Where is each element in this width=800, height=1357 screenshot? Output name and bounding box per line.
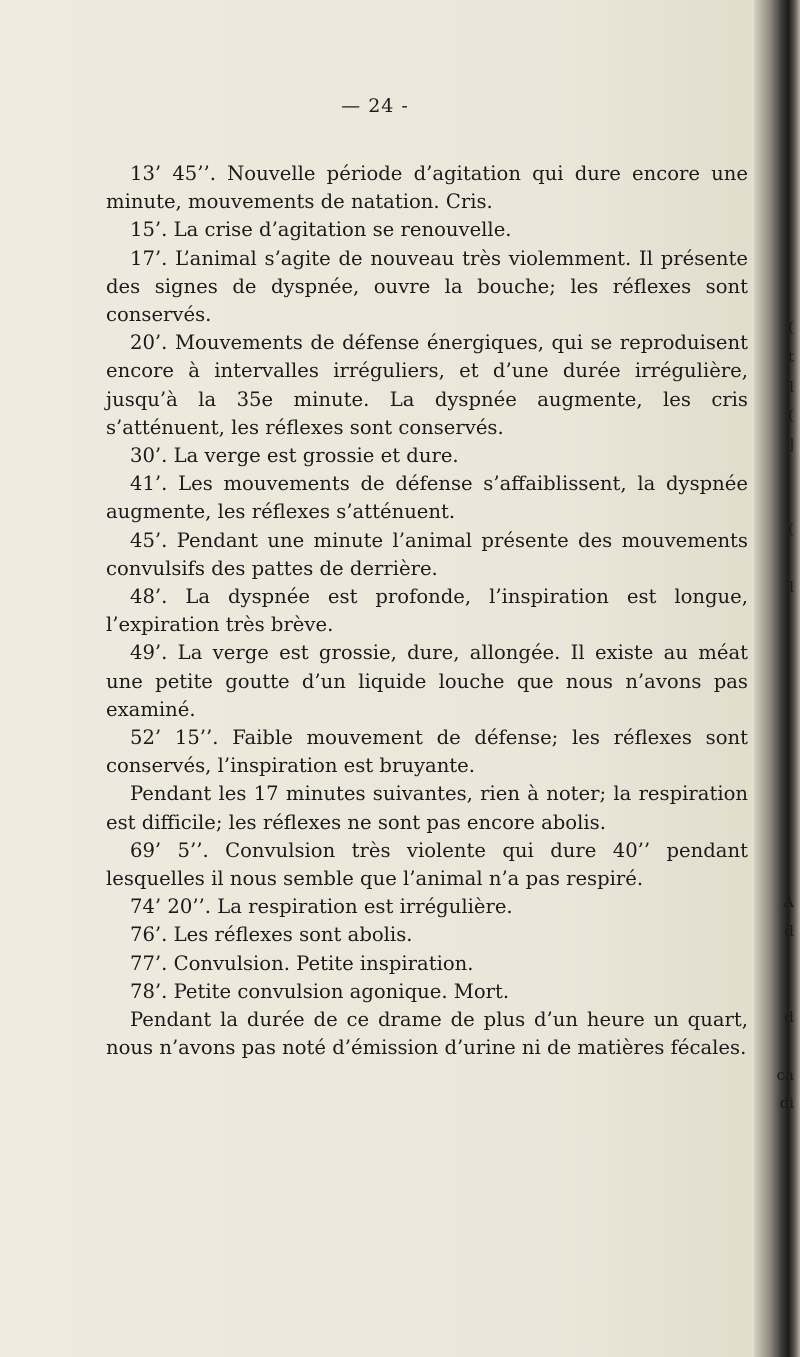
margin-fragment: ca bbox=[776, 1066, 794, 1084]
margin-fragment: ] bbox=[788, 435, 794, 453]
paragraph: 76’. Les réflexes sont abolis. bbox=[130, 923, 413, 947]
paragraph: 52’ 15’’. Faible mouvement de défense; les réflexes sont conservés, l’inspiration est bruyante. bbox=[106, 726, 748, 778]
paragraph: 78’. Petite convulsion agonique. Mort. bbox=[130, 979, 510, 1003]
margin-fragment: t bbox=[787, 348, 794, 366]
margin-fragment: ( bbox=[788, 406, 794, 424]
page-number: — 24 - bbox=[341, 95, 409, 117]
margin-fragment: ( bbox=[788, 318, 794, 336]
paragraph: 13’ 45’’. Nouvelle période d’agitation qui dure encore une minute, mouvements de natation. Cris. bbox=[106, 162, 748, 214]
body-text bbox=[106, 160, 748, 1063]
paragraph: 49’. La verge est grossie, dure, allongée. Il existe au méat une petite goutte d’un liquide louche que nous n’avons pas examiné. bbox=[106, 641, 748, 721]
paragraph: 15’. La crise d’agitation se renouvelle. bbox=[130, 218, 512, 242]
margin-fragment: d bbox=[784, 922, 794, 940]
adjacent-page-fragments bbox=[776, 0, 794, 1357]
margin-fragment: d bbox=[784, 1008, 794, 1026]
margin-fragment: l bbox=[789, 378, 794, 396]
paragraph: 69’ 5’’. Convulsion très violente qui dure 40’’ pendant lesquelles il nous semble que l’animal n’a pas respiré. bbox=[106, 838, 748, 891]
paragraph: 77’. Convulsion. Petite inspiration. bbox=[130, 951, 474, 975]
margin-fragment: l bbox=[789, 578, 794, 596]
paragraph: 74’ 20’’. La respiration est irrégulière. bbox=[130, 895, 513, 919]
margin-fragment: ( bbox=[788, 520, 794, 538]
margin-fragment: di bbox=[779, 1094, 794, 1112]
paragraph: 45’. Pendant une minute l’animal présente des mouvements convulsifs des pattes de derrière. bbox=[106, 528, 748, 580]
paragraph: 48’. La dyspnée est profonde, l’inspiration est longue, l’expiration très brève. bbox=[106, 585, 748, 637]
paragraph: 30’. La verge est grossie et dure. bbox=[130, 444, 459, 468]
paragraph: 20’. Mouvements de défense énergiques, qui se reproduisent encore à intervalles irréguliers, et d’une durée irrégulière, jusqu’à la 35e minute. La dyspnée augmente, les cris s’atténuent, les réflexes sont conservés. bbox=[106, 331, 748, 439]
paragraph: 17’. L’animal s’agite de nouveau très violemment. Il présente des signes de dyspnée, ouvre la bouche; les réflexes sont conservés. bbox=[106, 246, 748, 327]
paragraph: Pendant les 17 minutes suivantes, rien à noter; la respiration est difficile; les réflexes ne sont pas encore abolis. bbox=[106, 782, 748, 834]
paragraph: 41’. Les mouvements de défense s’affaiblissent, la dyspnée augmente, les réflexes s’atténuent. bbox=[106, 472, 748, 524]
paragraph: Pendant la durée de ce drame de plus d’un heure un quart, nous n’avons pas noté d’émission d’urine ni de matières fécales. bbox=[106, 1008, 748, 1060]
margin-fragment: À bbox=[783, 893, 794, 911]
